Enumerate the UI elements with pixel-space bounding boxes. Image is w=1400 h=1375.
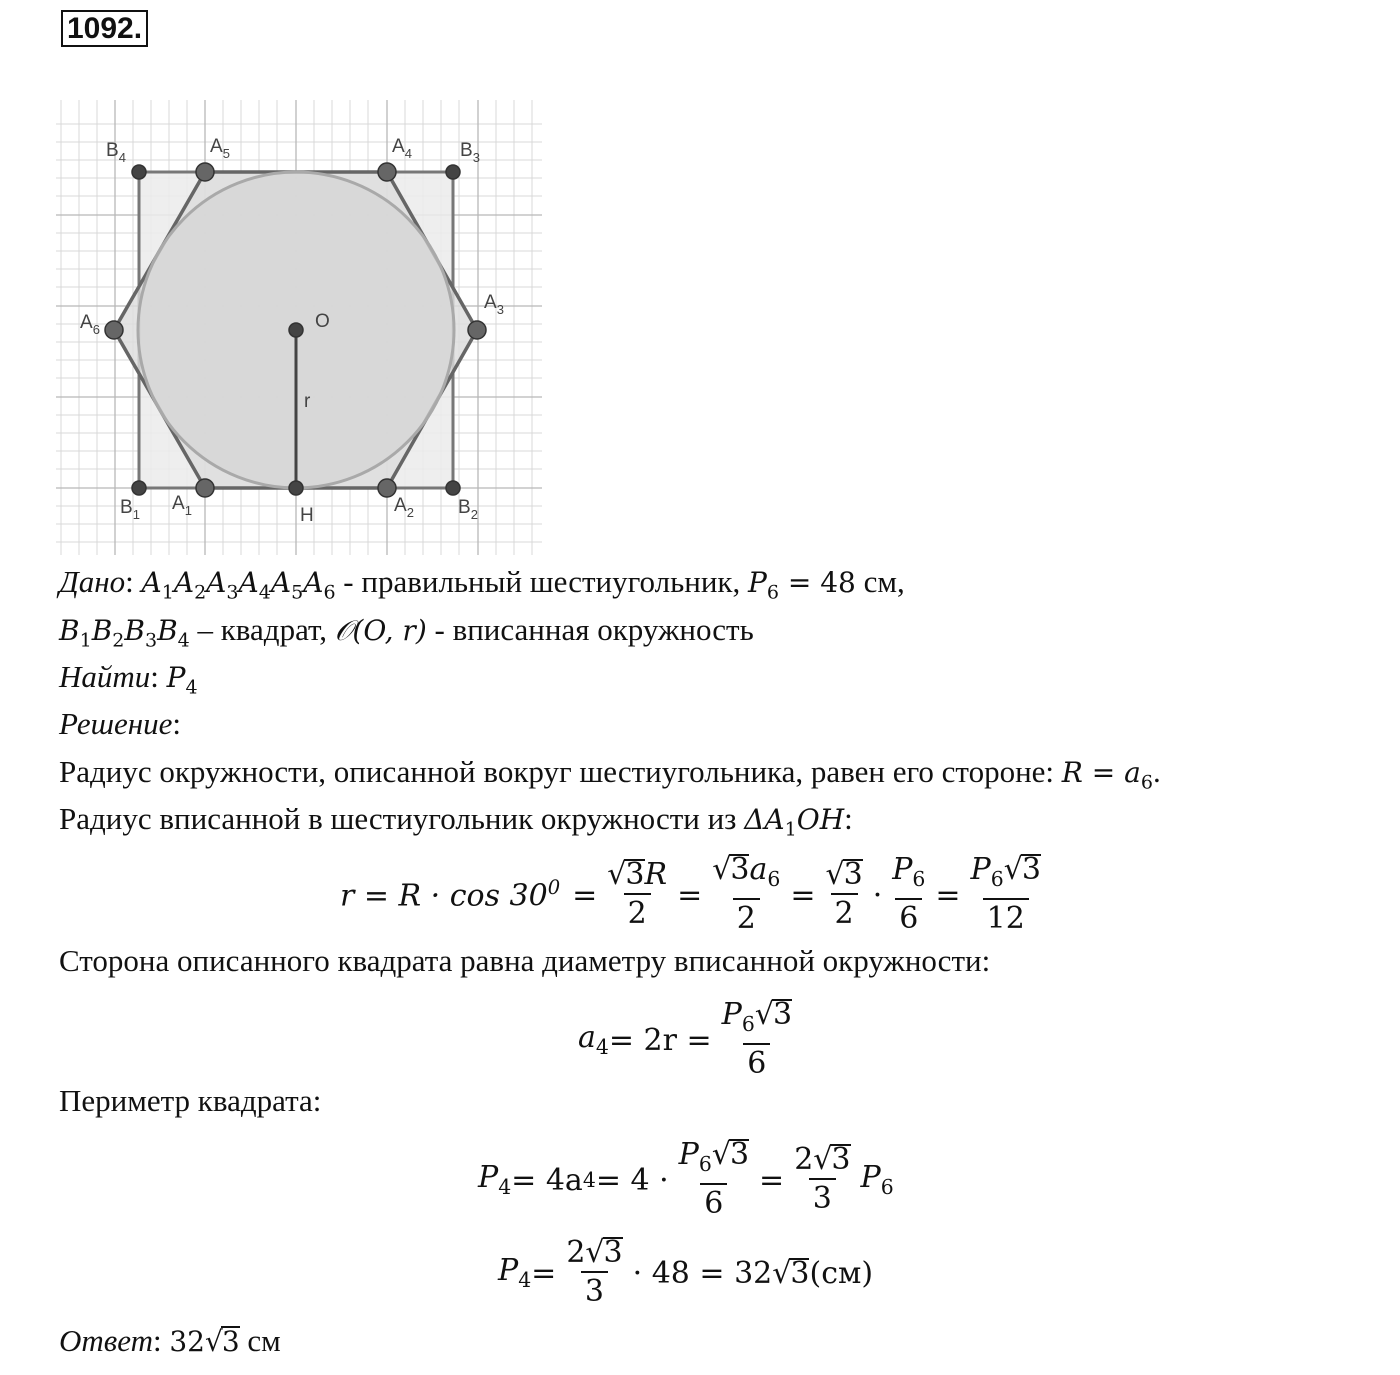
- formula-r: $r = R \cdot \cos 30^0$ = $\frac{√3R}{2}$ = $\frac{√3a_6}{2}$ = $\frac{√3}{2}$ · $\frac{P_6}{6}$ = $\frac{P_6√3}{12}$: [340, 852, 1041, 936]
- label-A3: A: [484, 292, 497, 313]
- label-B1: B: [120, 497, 133, 518]
- label-H: H: [300, 505, 314, 526]
- label-A5: A: [210, 136, 223, 157]
- formula-a4: $a_4$ = 2r = $\frac{P_6√3}{6}$: [578, 997, 793, 1081]
- label-O: O: [315, 311, 330, 332]
- find-line: Найти: $P_4$: [59, 659, 198, 699]
- svg-text:A3: $A_3$: [484, 292, 504, 317]
- label-A4: A: [392, 136, 405, 157]
- point-A6: [105, 321, 123, 339]
- point-B3: [446, 165, 460, 179]
- formula-p4-value: $P_4$ = $\frac{2√3}{3}$ · 48 = 32 √ 3 (см): [498, 1235, 874, 1309]
- problem-number: 1092.: [61, 10, 148, 47]
- solution-line-3: Сторона описанного квадрата равна диаметру вписанной окружности:: [59, 943, 991, 978]
- formula-p4-general: $P_4$ = 4a 4 = 4 · $\frac{P_6√3}{6}$ = $\frac{2√3}{3}$ $P_6$: [478, 1137, 894, 1221]
- label-B4: B: [106, 140, 119, 161]
- svg-text:B3: $B_3$: [460, 140, 480, 165]
- label-A6: A: [80, 312, 93, 333]
- point-A4: [378, 163, 396, 181]
- svg-text:A5: $A_5$: [210, 136, 230, 161]
- point-O: [289, 323, 303, 337]
- solution-line-1: Радиус окружности, описанной вокруг шестиугольника, равен его стороне: $R = a_6$.: [59, 754, 1161, 794]
- given-line-2: $B_1B_2B_3B_4$ – квадрат, 𝒪(O, r) - вписанная окружность: [59, 612, 754, 652]
- solution-line-2: Радиус вписанной в шестиугольник окружности из $\Delta A_1OH$:: [59, 801, 853, 841]
- svg-text:B4: $B_4$: [106, 140, 126, 165]
- svg-text:B2: $B_2$: [458, 497, 478, 522]
- solution-line-4: Периметр квадрата:: [59, 1083, 322, 1118]
- solution-label: Решение:: [59, 706, 181, 741]
- answer-line: Ответ: 32√3 см: [59, 1323, 281, 1358]
- point-H: [289, 481, 303, 495]
- label-B2: B: [458, 497, 471, 518]
- svg-text:A6: $A_6$: [80, 312, 100, 337]
- given-line-1: Дано: $A_1A_2A_3A_4A_5A_6$ - правильный шестиугольник, $P_6 = 48$ см,: [59, 564, 905, 604]
- point-B2: [446, 481, 460, 495]
- svg-text:B1: $B_1$: [120, 497, 140, 522]
- point-A5: [196, 163, 214, 181]
- label-A1: A: [172, 493, 185, 514]
- label-B3: B: [460, 140, 473, 161]
- svg-text:A2: $A_2$: [394, 495, 414, 520]
- label-r: r: [304, 391, 311, 412]
- point-A3: [468, 321, 486, 339]
- geometry-figure: [56, 100, 546, 560]
- point-A1: [196, 479, 214, 497]
- svg-text:A4: $A_4$: [392, 136, 412, 161]
- point-B1: [132, 481, 146, 495]
- point-B4: [132, 165, 146, 179]
- label-A2: A: [394, 495, 407, 516]
- svg-text:A1: $A_1$: [172, 493, 192, 518]
